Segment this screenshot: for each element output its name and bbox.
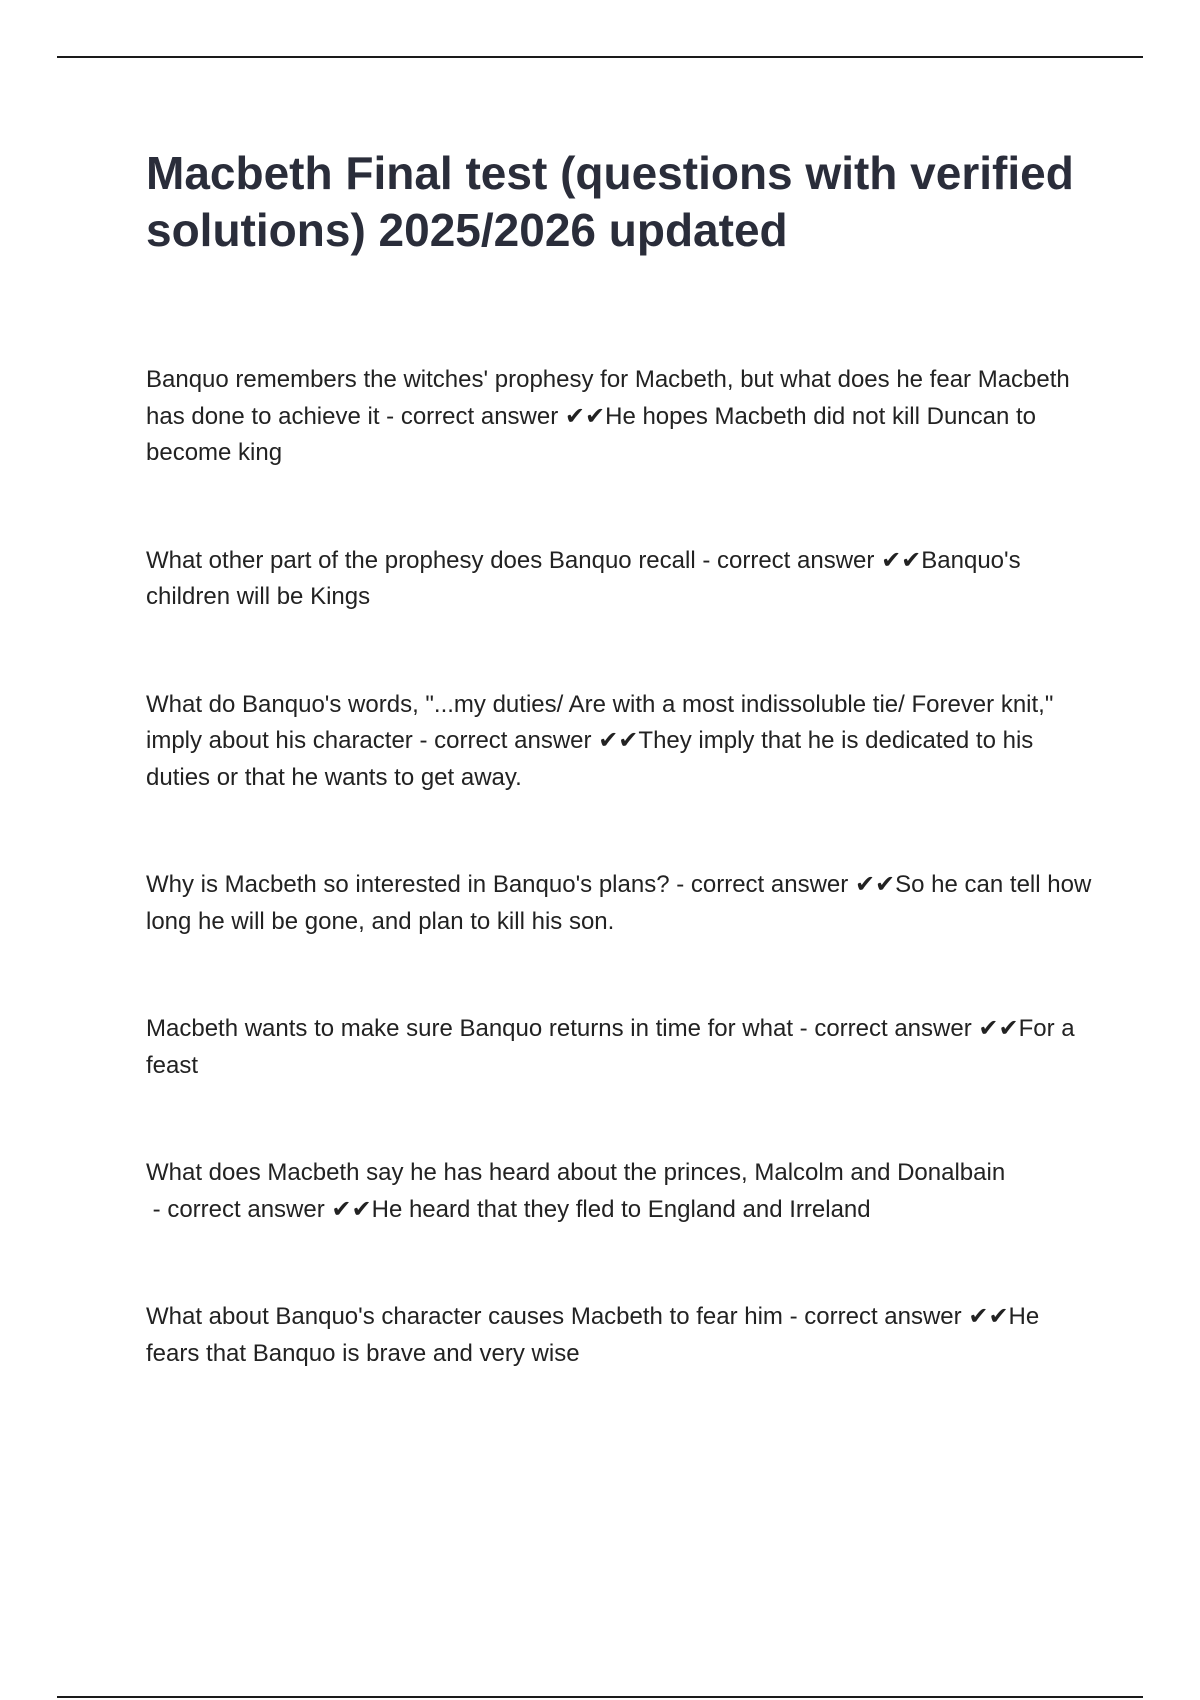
document-title: Macbeth Final test (questions with verified solutions) 2025/2026 updated xyxy=(146,147,1074,256)
question-text: What about Banquo's character causes Macbeth to fear him xyxy=(146,1303,783,1330)
qa-list xyxy=(146,362,1096,1443)
double-check-icon: ✔✔ xyxy=(978,1015,1019,1042)
question-text: What other part of the prophesy does Banquo recall xyxy=(146,546,696,574)
qa-item-3 xyxy=(146,687,1096,797)
double-check-icon: ✔✔ xyxy=(598,727,639,754)
qa-item-4 xyxy=(146,867,1096,940)
qa-item-1 xyxy=(146,362,1096,472)
answer-separator: - correct answer xyxy=(146,1195,332,1223)
double-check-icon: ✔✔ xyxy=(564,402,606,430)
answer-text: So he can tell how long he will be gone, and plan to kill his son. xyxy=(146,871,1092,935)
qa-item-7 xyxy=(146,1299,1096,1372)
qa-item-2 xyxy=(146,543,1096,616)
answer-separator: - correct answer xyxy=(782,1303,969,1330)
header-rule xyxy=(57,56,1143,58)
double-check-icon: ✔✔ xyxy=(331,1195,372,1223)
question-text: Why is Macbeth so interested in Banquo's plans? xyxy=(146,871,670,898)
answer-separator: - correct answer xyxy=(695,546,882,574)
double-check-icon: ✔✔ xyxy=(854,871,896,898)
footer-rule xyxy=(57,1696,1143,1698)
double-check-icon: ✔✔ xyxy=(968,1303,1009,1330)
question-text: What do Banquo's words, "...my duties/ Are with a most indissoluble tie/ Forever knit," imply about his character xyxy=(146,690,1054,754)
answer-text: They imply that he is dedicated to his duties or that he wants to get away. xyxy=(146,727,1034,791)
answer-text: Banquo's children will be Kings xyxy=(146,546,1021,610)
answer-text: For a feast xyxy=(146,1015,1075,1079)
answer-text: He heard that they fled to England and Irreland xyxy=(371,1195,871,1223)
qa-item-6 xyxy=(146,1155,1096,1228)
question-text: What does Macbeth say he has heard about the princes, Malcolm and Donalbain xyxy=(146,1159,1006,1186)
double-check-icon: ✔✔ xyxy=(881,546,922,574)
answer-separator: - correct answer xyxy=(669,871,855,898)
answer-text: He hopes Macbeth did not kill Duncan to become king xyxy=(146,402,1037,466)
answer-text: He fears that Banquo is brave and very wise xyxy=(146,1303,1040,1367)
question-text: Macbeth wants to make sure Banquo returns in time for what xyxy=(146,1015,793,1042)
answer-separator: - correct answer xyxy=(412,727,599,754)
question-text: Banquo remembers the witches' prophesy for Macbeth, but what does he fear Macbeth has done to achieve it xyxy=(146,366,1070,430)
answer-separator: - correct answer xyxy=(379,402,565,430)
answer-separator: - correct answer xyxy=(792,1015,979,1042)
qa-item-5 xyxy=(146,1011,1096,1084)
